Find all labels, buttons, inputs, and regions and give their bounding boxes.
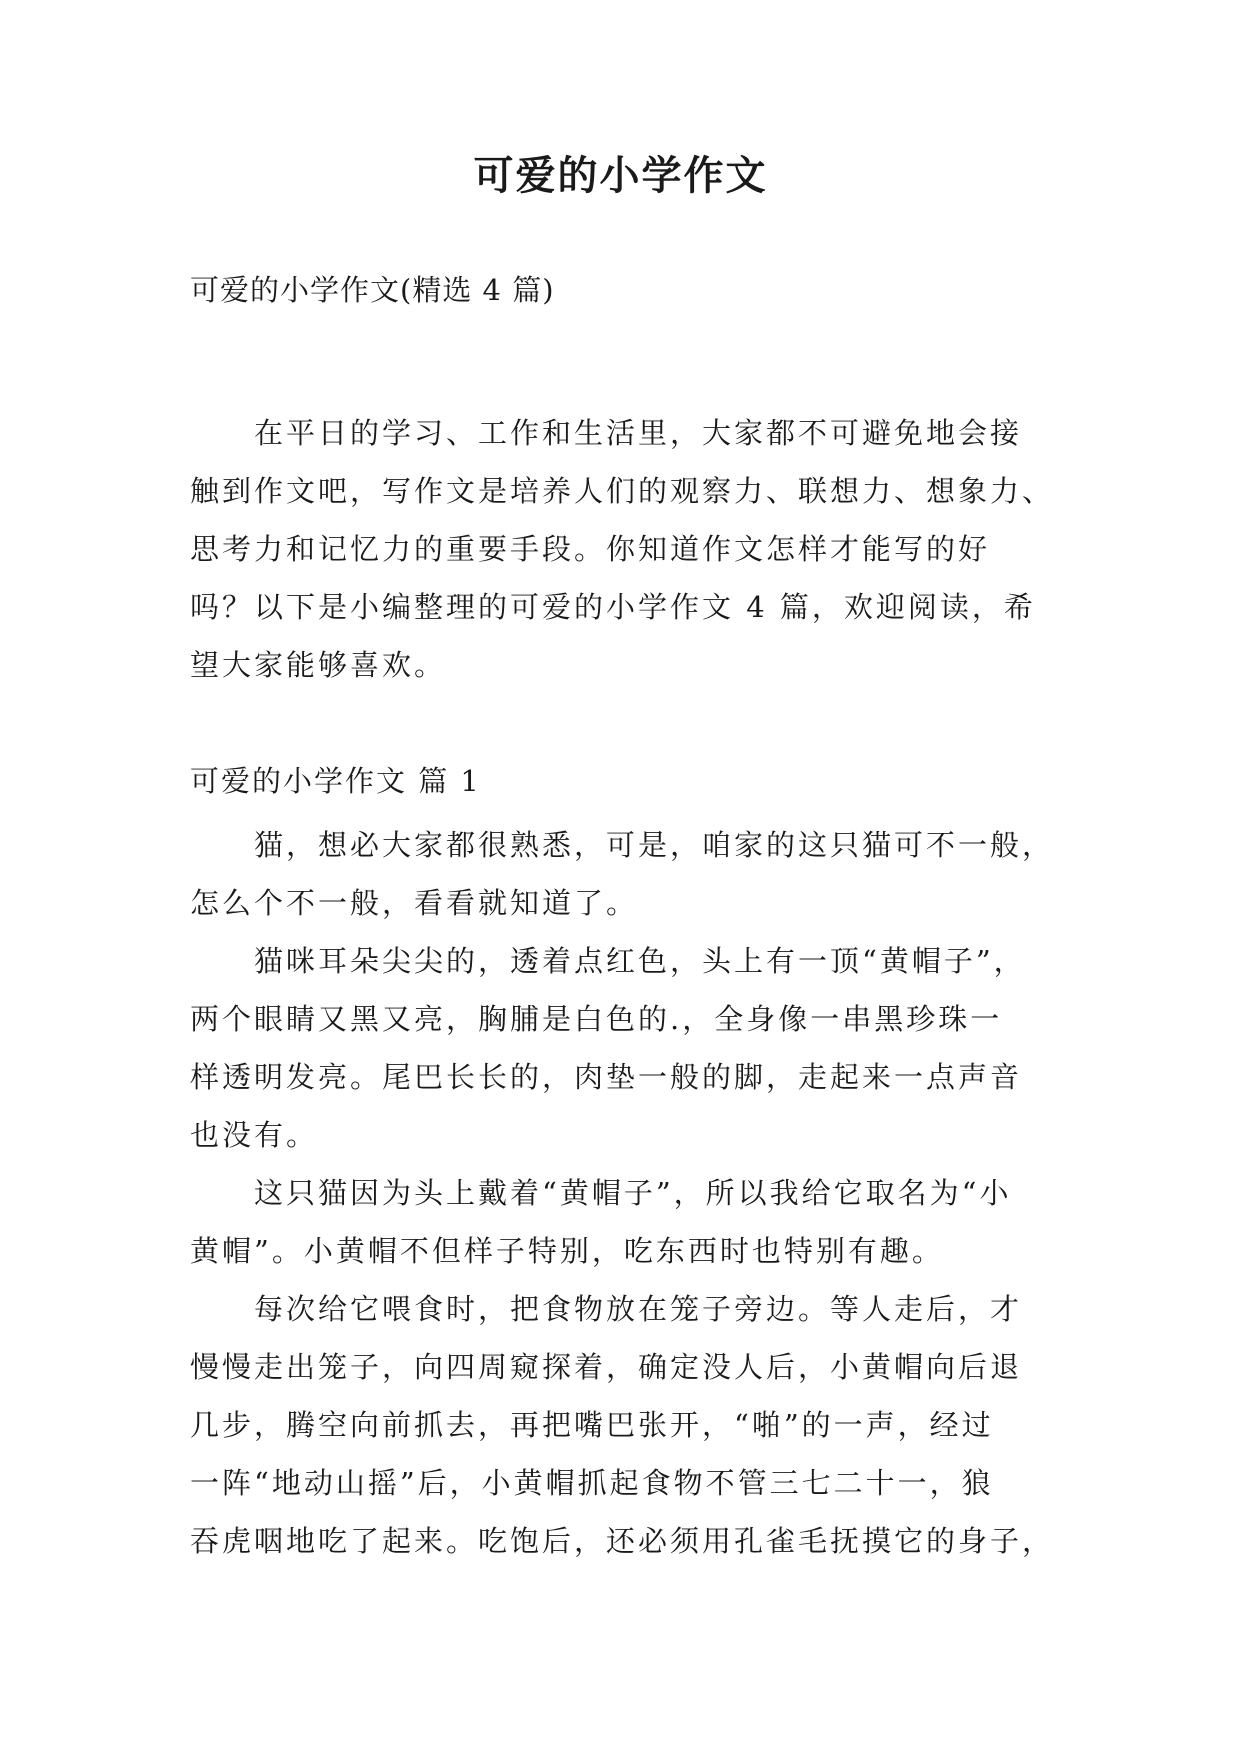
intro-line: 吗？以下是小编整理的可爱的小学作文 4 篇，欢迎阅读，希	[190, 590, 1036, 624]
essay-line: 猫咪耳朵尖尖的，透着点红色，头上有一顶“黄帽子”，	[190, 944, 1026, 978]
essay-body	[190, 816, 1058, 1570]
essay-line: 这只猫因为头上戴着“黄帽子”，所以我给它取名为“小	[190, 1176, 1012, 1210]
essay-line: 猫，想必大家都很熟悉，可是，咱家的这只猫可不一般，	[190, 828, 1055, 862]
intro-paragraph	[190, 404, 1058, 694]
intro-line: 在平日的学习、工作和生活里，大家都不可避免地会接	[190, 416, 1023, 450]
essay-line: 也没有。	[190, 1118, 319, 1152]
intro-line: 触到作文吧，写作文是培养人们的观察力、联想力、想象力、	[190, 474, 1055, 508]
essay-line: 一阵“地动山摇”后，小黄帽抓起食物不管三七二十一，狼	[190, 1466, 994, 1500]
essay-line: 怎么个不一般，看看就知道了。	[190, 886, 639, 920]
essay-line: 两个眼睛又黑又亮，胸脯是白色的.，全身像一串黑珍珠一	[190, 1002, 1003, 1036]
essay-line: 几步，腾空向前抓去，再把嘴巴张开，“啪”的一声，经过	[190, 1408, 994, 1442]
essay-line: 样透明发亮。尾巴长长的，肉垫一般的脚，走起来一点声音	[190, 1060, 1023, 1094]
intro-line: 望大家能够喜欢。	[190, 648, 447, 682]
document-title: 可爱的小学作文	[473, 152, 768, 199]
essay-line: 吞虎咽地吃了起来。吃饱后，还必须用孔雀毛抚摸它的身子，	[190, 1524, 1055, 1558]
intro-line: 思考力和记忆力的重要手段。你知道作文怎样才能写的好	[190, 532, 991, 566]
section-heading: 可爱的小学作文 篇 1	[190, 764, 481, 798]
essay-line: 慢慢走出笼子，向四周窥探着，确定没人后，小黄帽向后退	[190, 1350, 1023, 1384]
document-subtitle: 可爱的小学作文(精选 4 篇)	[190, 273, 555, 307]
essay-line: 黄帽”。小黄帽不但样子特别，吃东西时也特别有趣。	[190, 1234, 944, 1268]
essay-line: 每次给它喂食时，把食物放在笼子旁边。等人走后，才	[190, 1292, 1023, 1326]
